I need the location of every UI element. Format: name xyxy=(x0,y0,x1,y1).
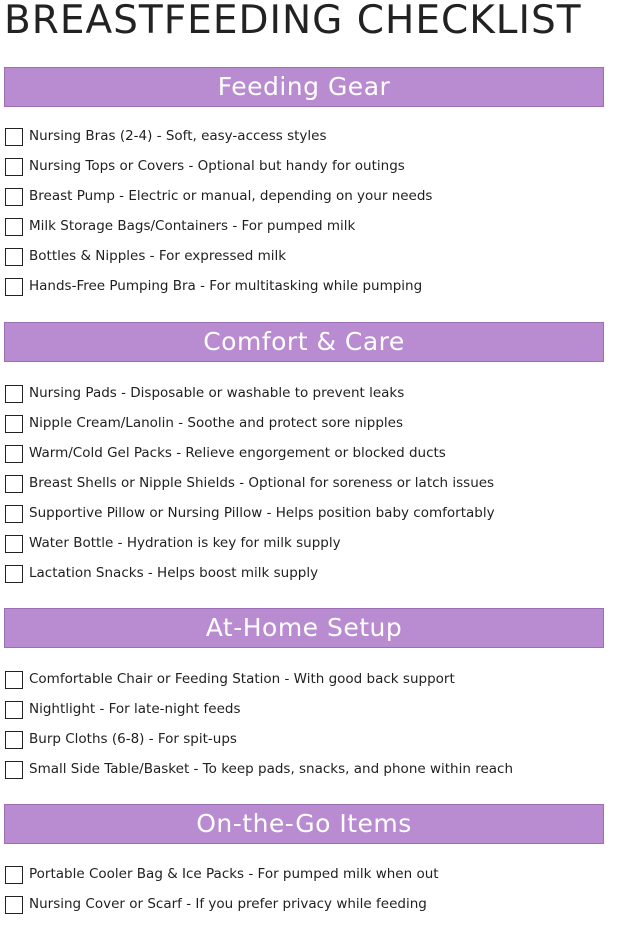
checkbox[interactable] xyxy=(5,701,23,719)
checklist-item-label: Water Bottle - Hydration is key for milk supply xyxy=(29,535,341,551)
checklist-item xyxy=(0,564,619,594)
section-heading: Feeding Gear xyxy=(4,67,604,107)
checklist-item xyxy=(0,865,619,895)
checklist-item-label: Nursing Cover or Scarf - If you prefer privacy while feeding xyxy=(29,896,427,912)
checkbox[interactable] xyxy=(5,731,23,749)
checkbox[interactable] xyxy=(5,278,23,296)
checklist xyxy=(0,127,619,307)
checklist-item-label: Lactation Snacks - Helps boost milk supply xyxy=(29,565,319,581)
checkbox[interactable] xyxy=(5,866,23,884)
checkbox[interactable] xyxy=(5,128,23,146)
checkbox[interactable] xyxy=(5,218,23,236)
checklist xyxy=(0,384,619,594)
checkbox[interactable] xyxy=(5,896,23,914)
checklist-item xyxy=(0,670,619,700)
checklist-item xyxy=(0,504,619,534)
checklist-item xyxy=(0,760,619,790)
section-heading: Comfort & Care xyxy=(4,322,604,362)
section-heading: At-Home Setup xyxy=(4,608,604,648)
checklist-item-label: Portable Cooler Bag & Ice Packs - For pumped milk when out xyxy=(29,866,439,882)
checklist-item xyxy=(0,730,619,760)
page-title: BREASTFEEDING CHECKLIST xyxy=(4,0,582,43)
checkbox[interactable] xyxy=(5,505,23,523)
checklist-item-label: Burp Cloths (6-8) - For spit-ups xyxy=(29,731,237,747)
checkbox[interactable] xyxy=(5,671,23,689)
checklist-item xyxy=(0,277,619,307)
checklist xyxy=(0,865,619,925)
checklist-item xyxy=(0,127,619,157)
checkbox[interactable] xyxy=(5,385,23,403)
checklist-item xyxy=(0,384,619,414)
checklist-item xyxy=(0,895,619,925)
checklist-item-label: Nipple Cream/Lanolin - Soothe and protect sore nipples xyxy=(29,415,404,431)
checklist-item xyxy=(0,474,619,504)
checklist xyxy=(0,670,619,790)
checklist-item xyxy=(0,217,619,247)
checkbox[interactable] xyxy=(5,415,23,433)
checklist-item-label: Warm/Cold Gel Packs - Relieve engorgement or blocked ducts xyxy=(29,445,446,461)
checklist-item xyxy=(0,534,619,564)
section-heading: On-the-Go Items xyxy=(4,804,604,844)
checklist-item xyxy=(0,247,619,277)
checklist-item-label: Breast Shells or Nipple Shields - Optional for soreness or latch issues xyxy=(29,475,495,491)
checklist-item-label: Breast Pump - Electric or manual, depending on your needs xyxy=(29,188,433,204)
checkbox[interactable] xyxy=(5,565,23,583)
checklist-item-label: Nursing Tops or Covers - Optional but handy for outings xyxy=(29,158,405,174)
checklist-item xyxy=(0,444,619,474)
checklist-item-label: Supportive Pillow or Nursing Pillow - Helps position baby comfortably xyxy=(29,505,495,521)
checklist-item-label: Small Side Table/Basket - To keep pads, snacks, and phone within reach xyxy=(29,761,514,777)
checklist-item-label: Bottles & Nipples - For expressed milk xyxy=(29,248,287,264)
checklist-item xyxy=(0,157,619,187)
checkbox[interactable] xyxy=(5,445,23,463)
checklist-item-label: Hands-Free Pumping Bra - For multitasking while pumping xyxy=(29,278,423,294)
checklist-item-label: Milk Storage Bags/Containers - For pumped milk xyxy=(29,218,356,234)
checklist-item xyxy=(0,414,619,444)
checkbox[interactable] xyxy=(5,475,23,493)
checklist-item-label: Comfortable Chair or Feeding Station - With good back support xyxy=(29,671,455,687)
checkbox[interactable] xyxy=(5,535,23,553)
checkbox[interactable] xyxy=(5,761,23,779)
checkbox[interactable] xyxy=(5,188,23,206)
checkbox[interactable] xyxy=(5,248,23,266)
checklist-item-label: Nursing Bras (2-4) - Soft, easy-access styles xyxy=(29,128,327,144)
checklist-item xyxy=(0,187,619,217)
checklist-item xyxy=(0,700,619,730)
checklist-item-label: Nightlight - For late-night feeds xyxy=(29,701,241,717)
checkbox[interactable] xyxy=(5,158,23,176)
checklist-item-label: Nursing Pads - Disposable or washable to prevent leaks xyxy=(29,385,405,401)
